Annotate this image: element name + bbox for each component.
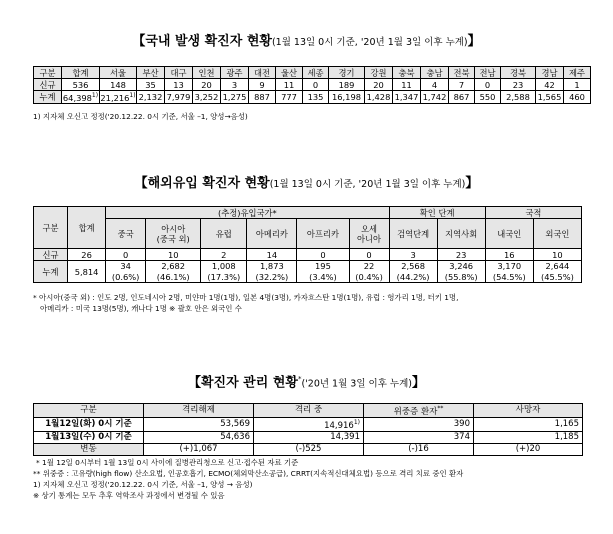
table-cell: 34 [106,261,146,272]
table-cell: 550 [475,91,501,104]
domestic-header-row [34,67,591,79]
header-cell: 울산 [276,67,303,79]
percent-cell: (44.2%) [389,272,437,283]
table-cell: 2,132 [137,91,165,104]
table-cell: 1,275 [221,91,249,104]
table-cell: 536 [62,79,100,91]
header-cell: 내국인 [485,219,533,249]
table-cell: 0 [475,79,501,91]
header-cell: 합계 [68,207,106,249]
header-cell: 인천 [193,67,221,79]
management-change-row [34,443,583,455]
header-cell: 충북 [393,67,421,79]
row-label: 신규 [34,79,62,91]
table-cell: 9 [249,79,276,91]
row-label: 누계 [34,91,62,104]
overseas-cumulative-row [34,261,582,272]
header-cell: 격리 중 [254,404,364,418]
overseas-footnote-1: * 아시아(중국 외) : 인도 2명, 인도네시아 2명, 미얀마 1명(1명), 일본 4명(3명), 카자흐스탄 1명(1명), 유럽 : 헝가리 1명, 터키 1명, [33,293,459,302]
table-cell: 0 [106,249,146,261]
header-cell: 제주 [564,67,591,79]
case-management-table [33,403,583,456]
percent-cell: (45.5%) [533,272,581,283]
table-cell: (+)20 [474,443,583,455]
seoul-value: 21,216 [100,92,130,103]
header-cell: 경북 [501,67,536,79]
table-cell: 1,565 [536,91,564,104]
table-cell: 13 [165,79,193,91]
footnote-marker: 1) [129,92,136,99]
table-cell: 3 [221,79,249,91]
table-cell: 1,185 [474,431,583,443]
table-cell: 22 [349,261,389,272]
overseas-title-sub: (1월 13일 0시 기준, '20년 1월 3일 이후 누계) [269,179,466,190]
table-cell: 14,391 [254,431,364,443]
table-cell: 4 [421,79,449,91]
table-cell: 0 [303,79,329,91]
table-cell: 2 [201,249,247,261]
management-footnote-4: ※ 상기 통계는 모두 추후 역학조사 과정에서 변경될 수 있음 [33,491,225,500]
table-cell: 20 [193,79,221,91]
domestic-footnote: 1) 지자체 오신고 정정('20.12.22. 0시 기준, 서울 –1, 양성→음성) [33,112,248,121]
header-cell: 대전 [249,67,276,79]
percent-cell: (46.1%) [146,272,201,283]
table-cell: 3,170 [485,261,533,272]
overseas-title-main: 【해외유입 확진자 현황 [134,176,270,191]
header-cell: 합계 [62,67,100,79]
overseas-footnote-2: 아메리카 : 미국 13명(5명), 캐나다 1명 ※ 괄호 안은 외국인 수 [40,304,242,313]
header-cell: 아시아 (중국 외) [146,219,201,249]
header-cell: 국적 [485,207,581,219]
management-footnote-2: ** 위중증 : 고유량(high flow) 산소요법, 인공호흡기, ECMO(체외막산소공급), CRRT(지속적신대체요법) 등으로 격리 치료 중인 환자 [33,469,464,478]
table-cell: 390 [364,417,474,431]
table-cell: 3,252 [193,91,221,104]
table-cell: 11 [393,79,421,91]
domestic-cumulative-row [34,91,591,104]
table-cell: 148 [100,79,137,91]
table-cell: 16 [485,249,533,261]
table-cell: 460 [564,91,591,104]
table-cell: 1,347 [393,91,421,104]
overseas-percent-row [34,272,582,283]
header-cell: 부산 [137,67,165,79]
table-cell: 5,814 [68,261,106,283]
management-header-row [34,404,583,418]
header-cell: 서울 [100,67,137,79]
header-cell: 전남 [475,67,501,79]
table-cell: 7,979 [165,91,193,104]
percent-cell: (0.4%) [349,272,389,283]
header-cell: 광주 [221,67,249,79]
header-cell: 구분 [34,67,62,79]
overseas-cases-table [33,206,582,283]
footnote-marker: ** [437,405,444,412]
table-cell: 1,428 [365,91,393,104]
table-cell: 135 [303,91,329,104]
table-cell: 887 [249,91,276,104]
percent-cell: (0.6%) [106,272,146,283]
title-footnote-marker: * [297,375,302,383]
domestic-title-end: 】 [467,34,481,49]
percent-cell: (55.8%) [437,272,485,283]
header-cell: 대구 [165,67,193,79]
table-cell [100,91,137,104]
overseas-group-header-row [34,207,582,219]
table-cell: 42 [536,79,564,91]
table-cell: 10 [533,249,581,261]
header-cell: 지역사회 [437,219,485,249]
row-label: 신규 [34,249,68,261]
domestic-cases-table [33,66,591,104]
table-cell: 2,588 [501,91,536,104]
percent-cell: (3.4%) [297,272,349,283]
header-cell: 아프리카 [297,219,349,249]
header-cell: 구분 [34,404,144,418]
table-cell: 777 [276,91,303,104]
table-cell: 189 [329,79,365,91]
footnote-marker: 1) [353,418,360,426]
table-cell: 14 [247,249,297,261]
table-cell: (-)16 [364,443,474,455]
row-label: 변동 [34,443,144,455]
table-cell: 3 [389,249,437,261]
row-label: 1월12일(화) 0시 기준 [34,417,144,431]
header-cell: 유럽 [201,219,247,249]
header-cell: 아메리카 [247,219,297,249]
header-cell: 충남 [421,67,449,79]
table-cell: 54,636 [144,431,254,443]
table-cell: (-)525 [254,443,364,455]
header-cell: 외국인 [533,219,581,249]
management-footnote-1: * 1월 12일 0시부터 1월 13일 0시 사이에 질병관리청으로 신고·접수된 자료 기준 [36,458,299,467]
management-row-jan13 [34,431,583,443]
overseas-sub-header-row [34,219,582,249]
table-cell: 26 [68,249,106,261]
table-cell: 0 [349,249,389,261]
header-cell [364,404,474,418]
management-title-end: 】 [411,375,425,391]
domestic-title-sub: (1월 13일 0시 기준, '20년 1월 3일 이후 누계) [271,37,468,48]
table-cell: 20 [365,79,393,91]
header-cell: (추정)유입국가* [106,207,389,219]
header-cell: 중국 [106,219,146,249]
table-cell: 53,569 [144,417,254,431]
footnote-marker: 1) [91,92,99,99]
table-cell: 23 [501,79,536,91]
table-cell: 23 [437,249,485,261]
header-cell: 검역단계 [389,219,437,249]
overseas-cases-title [0,176,613,193]
row-label: 누계 [34,261,68,283]
overseas-new-row [34,249,582,261]
header-cell: 경남 [536,67,564,79]
header-cell: 구분 [34,207,68,249]
table-cell: 3,246 [437,261,485,272]
isolated-value: 14,916 [324,420,354,431]
table-cell: 7 [449,79,475,91]
header-cell: 격리해제 [144,404,254,418]
table-cell: (+)1,067 [144,443,254,455]
table-cell [62,91,100,104]
management-row-jan12 [34,417,583,431]
management-title-main: 【확진자 관리 현황 [187,375,298,391]
percent-cell: (32.2%) [247,272,297,283]
header-cell: 경기 [329,67,365,79]
header-cell: 확인 단계 [389,207,485,219]
table-cell: 16,198 [329,91,365,104]
header-cell: 세종 [303,67,329,79]
header-cell: 사망자 [474,404,583,418]
percent-cell: (17.3%) [201,272,247,283]
table-cell: 35 [137,79,165,91]
table-cell: 1,165 [474,417,583,431]
table-cell [254,417,364,431]
table-cell: 374 [364,431,474,443]
table-cell: 1,742 [421,91,449,104]
header-cell: 오세 아니아 [349,219,389,249]
management-footnote-3: 1) 지자체 오신고 정정('20.12.22. 0시 기준, 서울 –1, 양성 → 음성) [33,480,253,489]
table-cell: 0 [297,249,349,261]
table-cell: 10 [146,249,201,261]
percent-cell: (54.5%) [485,272,533,283]
table-cell: 867 [449,91,475,104]
header-cell: 강원 [365,67,393,79]
total-value: 64,398 [62,92,92,103]
overseas-title-end: 】 [465,176,479,191]
header-cell: 전북 [449,67,475,79]
case-management-title [0,371,613,392]
table-cell: 2,682 [146,261,201,272]
domestic-title-main: 【국내 발생 확진자 현황 [132,34,272,49]
domestic-new-row [34,79,591,91]
row-label: 1월13일(수) 0시 기준 [34,431,144,443]
table-cell: 2,568 [389,261,437,272]
table-cell: 11 [276,79,303,91]
critical-header: 위중증 환자 [393,406,438,417]
table-cell: 2,644 [533,261,581,272]
domestic-cases-title [0,34,613,51]
management-title-sub: ('20년 1월 3일 이후 누계) [301,378,412,390]
table-cell: 1 [564,79,591,91]
table-cell: 1,873 [247,261,297,272]
table-cell: 1,008 [201,261,247,272]
table-cell: 195 [297,261,349,272]
